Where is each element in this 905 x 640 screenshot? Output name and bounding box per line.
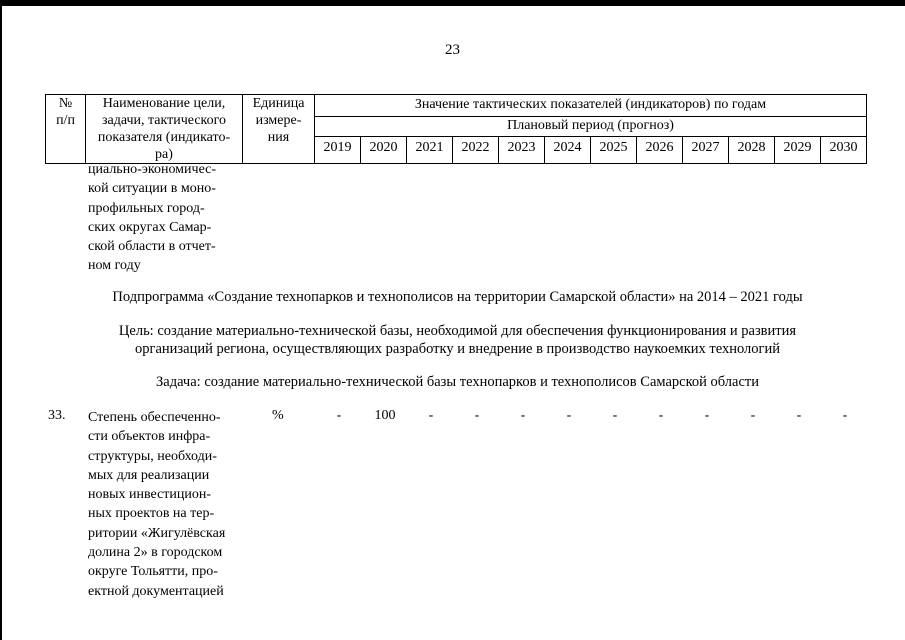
text-line: новых инвестицион-	[88, 487, 212, 503]
goal-line-2: организаций региона, осуществляющих разработку и внедрение в производство наукоемких технологий	[135, 341, 780, 357]
text-line: ской области в отчет-	[88, 239, 216, 255]
text-line: ритории «Жигулёвская	[88, 525, 226, 541]
subprogram-title: Подпрограмма «Создание технопарков и технополисов на территории Самарской области» на 2014 – 2021 годы	[112, 289, 803, 305]
indicator-table-header	[45, 94, 867, 164]
year-2027: 2027	[683, 137, 729, 164]
text-line: циально-экономичес-	[88, 162, 217, 177]
period-header: Плановый период (прогноз)	[315, 116, 867, 136]
header-unit-line: ния	[267, 130, 290, 145]
header-unit-line: Единица	[252, 96, 305, 111]
text-line: долина 2» в городском	[88, 545, 223, 561]
value-2020: 100	[374, 408, 396, 423]
year-2024: 2024	[545, 137, 591, 164]
header-unit-cell	[243, 95, 315, 164]
row-indicator-name	[88, 408, 240, 601]
value-2028: -	[750, 408, 756, 423]
values-header: Значение тактических показателей (индикаторов) по годам	[315, 95, 867, 117]
value-2026: -	[658, 408, 664, 423]
value-2021: -	[428, 408, 434, 423]
header-number-cell	[46, 95, 86, 164]
value-2027: -	[704, 408, 710, 423]
header-unit-line: измере-	[255, 113, 302, 128]
value-2029: -	[796, 408, 802, 423]
header-number-line: №	[58, 96, 73, 111]
header-name-line: ра)	[155, 147, 173, 162]
row-unit: %	[272, 408, 284, 423]
year-2019: 2019	[315, 137, 361, 164]
text-line: кой ситуации в моно-	[88, 181, 216, 197]
year-2020: 2020	[361, 137, 407, 164]
value-2019: -	[336, 408, 342, 423]
header-name-line: показателя (индикато-	[97, 130, 231, 145]
scan-top-border	[0, 0, 905, 6]
text-line: мых для реализации	[88, 467, 210, 483]
year-2029: 2029	[775, 137, 821, 164]
header-name-cell	[86, 95, 243, 164]
text-line: ном году	[88, 258, 141, 274]
value-2025: -	[612, 408, 618, 423]
value-2023: -	[520, 408, 526, 423]
text-line: структуры, необходи-	[88, 448, 217, 464]
continued-indicator-text	[88, 160, 240, 276]
row-number: 33.	[48, 408, 66, 423]
text-line: ных проектов на тер-	[88, 506, 215, 522]
scan-left-border	[0, 0, 2, 640]
text-line: округе Тольятти, про-	[88, 564, 218, 580]
text-line: ектной документацией	[88, 583, 224, 599]
value-2022: -	[474, 408, 480, 423]
page-number: 23	[445, 42, 460, 58]
year-2021: 2021	[407, 137, 453, 164]
header-name-line: задачи, тактического	[101, 113, 227, 128]
goal-line-1: Цель: создание материально-технической базы, необходимой для обеспечения функционирования и развития	[118, 323, 797, 339]
value-2024: -	[566, 408, 572, 423]
text-line: Степень обеспеченно-	[88, 410, 221, 425]
header-number-line: п/п	[56, 113, 75, 128]
value-2030: -	[842, 408, 848, 423]
header-name-line: Наименование цели,	[102, 96, 226, 111]
year-2026: 2026	[637, 137, 683, 164]
text-line: профильных город-	[88, 200, 205, 216]
year-2023: 2023	[499, 137, 545, 164]
text-line: ских округах Самар-	[88, 219, 212, 235]
year-2022: 2022	[453, 137, 499, 164]
year-2025: 2025	[591, 137, 637, 164]
text-line: сти объектов инфра-	[88, 429, 211, 445]
year-2030: 2030	[821, 137, 867, 164]
task-line: Задача: создание материально-технической базы технопарков и технополисов Самарской области	[156, 374, 759, 390]
year-2028: 2028	[729, 137, 775, 164]
